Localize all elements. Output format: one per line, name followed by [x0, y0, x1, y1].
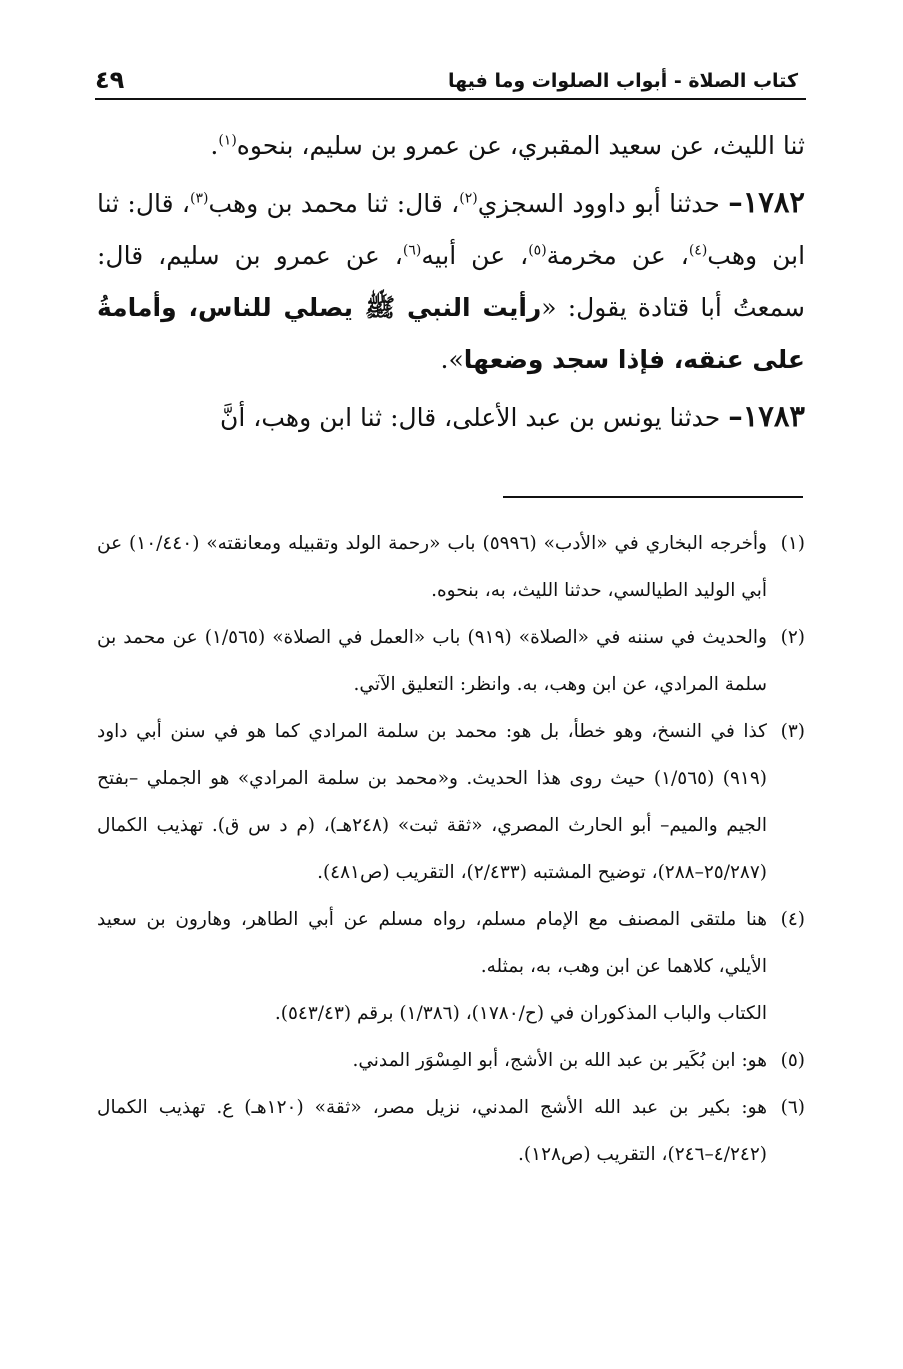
footnote-mark: (١): [780, 533, 805, 554]
footnote-text: وأخرجه البخاري في «الأدب» (٥٩٩٦) باب «رحمة الولد وتقبيله ومعانقته» (١٠/٤٤٠) عن أبي الوليد الطيالسي، حدثنا الليث، به، بنحوه.: [97, 533, 767, 601]
hadith-matn: رأيت النبي ﷺ يصلي للناس، وأمامةُ على عنقه، فإذا سجد وضعها: [97, 293, 805, 374]
text-span: .: [210, 131, 219, 160]
footnote-text: هو: بكير بن عبد الله الأشج المدني، نزيل مصر، «ثقة» (١٢٠هـ) ع. تهذيب الكمال (٤/٢٤٢–٢٤٦)، التقريب (ص١٢٨).: [97, 1097, 767, 1165]
footnote-ref-6: (٦): [402, 242, 422, 259]
text-span: ، عن أبيه: [421, 241, 529, 270]
footnote-text: والحديث في سننه في «الصلاة» (٩١٩) باب «العمل في الصلاة» (١/٥٦٥) عن محمد بن سلمة المرادي، عن ابن وهب، به. وانظر: التعليق الآتي.: [97, 627, 767, 695]
footnote-mark: (٦): [780, 1097, 805, 1118]
hadith-1782: [97, 176, 805, 386]
hadith-number: ١٧٨٢–: [728, 185, 805, 219]
footnotes: [97, 520, 805, 1178]
footnote-text: كذا في النسخ، وهو خطأ، بل هو: محمد بن سلمة المرادي كما هو في سنن أبي داود (٩١٩) (١/٥٦٥) حيث روى هذا الحديث. و«محمد بن سلمة المرادي» هو الجملي –بفتح الجيم والميم– أبو الحارث المصري، «ثقة ثبت» (٢٤٨هـ)، (م د س ق). تهذيب الكمال (٢٥/٢٨٧–٢٨٨)، توضيح المشتبه (٢/٤٣٣)، التقريب (ص٤٨١).: [97, 721, 768, 883]
text-span: ثنا الليث، عن سعيد المقبري، عن عمرو بن سليم، بنحوه: [236, 131, 805, 160]
footnote-5: [97, 1037, 805, 1084]
hadith-1783: [97, 390, 805, 444]
footnote-ref-1: (١): [218, 132, 237, 149]
footnote-mark: (٢): [780, 627, 805, 648]
footnote-ref-5: (٥): [528, 242, 547, 259]
page-number: ٤٩: [95, 66, 125, 94]
footnote-4: [97, 896, 805, 990]
running-head: كتاب الصلاة - أبواب الصلوات وما فيها: [447, 70, 798, 92]
text-span: ، قال: ثنا ابن وهب: [97, 189, 806, 270]
footnote-ref-4: (٤): [688, 242, 708, 259]
footnote-mark: (٣): [780, 721, 805, 742]
footnote-mark: (٤): [780, 909, 805, 930]
text-span: ، قال: ثنا محمد بن وهب: [208, 189, 460, 218]
hadith-number: ١٧٨٣–: [728, 399, 805, 433]
page-header: [95, 58, 806, 100]
footnote-2: [97, 614, 805, 708]
text-span: ».: [440, 345, 464, 374]
footnote-6: [97, 1084, 805, 1178]
footnote-4-continuation: الكتاب والباب المذكوران في (ح/١٧٨٠)، (١/٣٨٦) برقم (٥٤٣/٤٣).: [274, 1003, 767, 1024]
footnote-3: [97, 708, 805, 896]
footnote-1: [97, 520, 805, 614]
text-span: ، عن عمرو بن سليم، قال: سمعتُ أبا قتادة يقول: «: [97, 241, 805, 322]
footnote-ref-2: (٢): [459, 190, 478, 207]
footnote-ref-3: (٣): [189, 190, 209, 207]
footnote-text: هنا ملتقى المصنف مع الإمام مسلم، رواه مسلم عن أبي الطاهر، وهارون بن سعيد الأيلي، كلاهما عن ابن وهب، به، بمثله.: [97, 909, 767, 977]
main-text: [97, 120, 805, 444]
footnote-separator: [503, 496, 803, 498]
footnote-mark: (٥): [780, 1050, 805, 1071]
text-span: حدثنا أبو داوود السجزي: [477, 189, 729, 218]
text-span: حدثنا يونس بن عبد الأعلى، قال: ثنا ابن وهب، أنَّ: [220, 403, 729, 432]
paragraph-continuation: [97, 120, 805, 172]
footnote-text: هو: ابن بُكَير بن عبد الله بن الأشج، أبو المِسْوَر المدني.: [352, 1050, 767, 1071]
text-span: ، عن مخرمة: [546, 241, 689, 270]
